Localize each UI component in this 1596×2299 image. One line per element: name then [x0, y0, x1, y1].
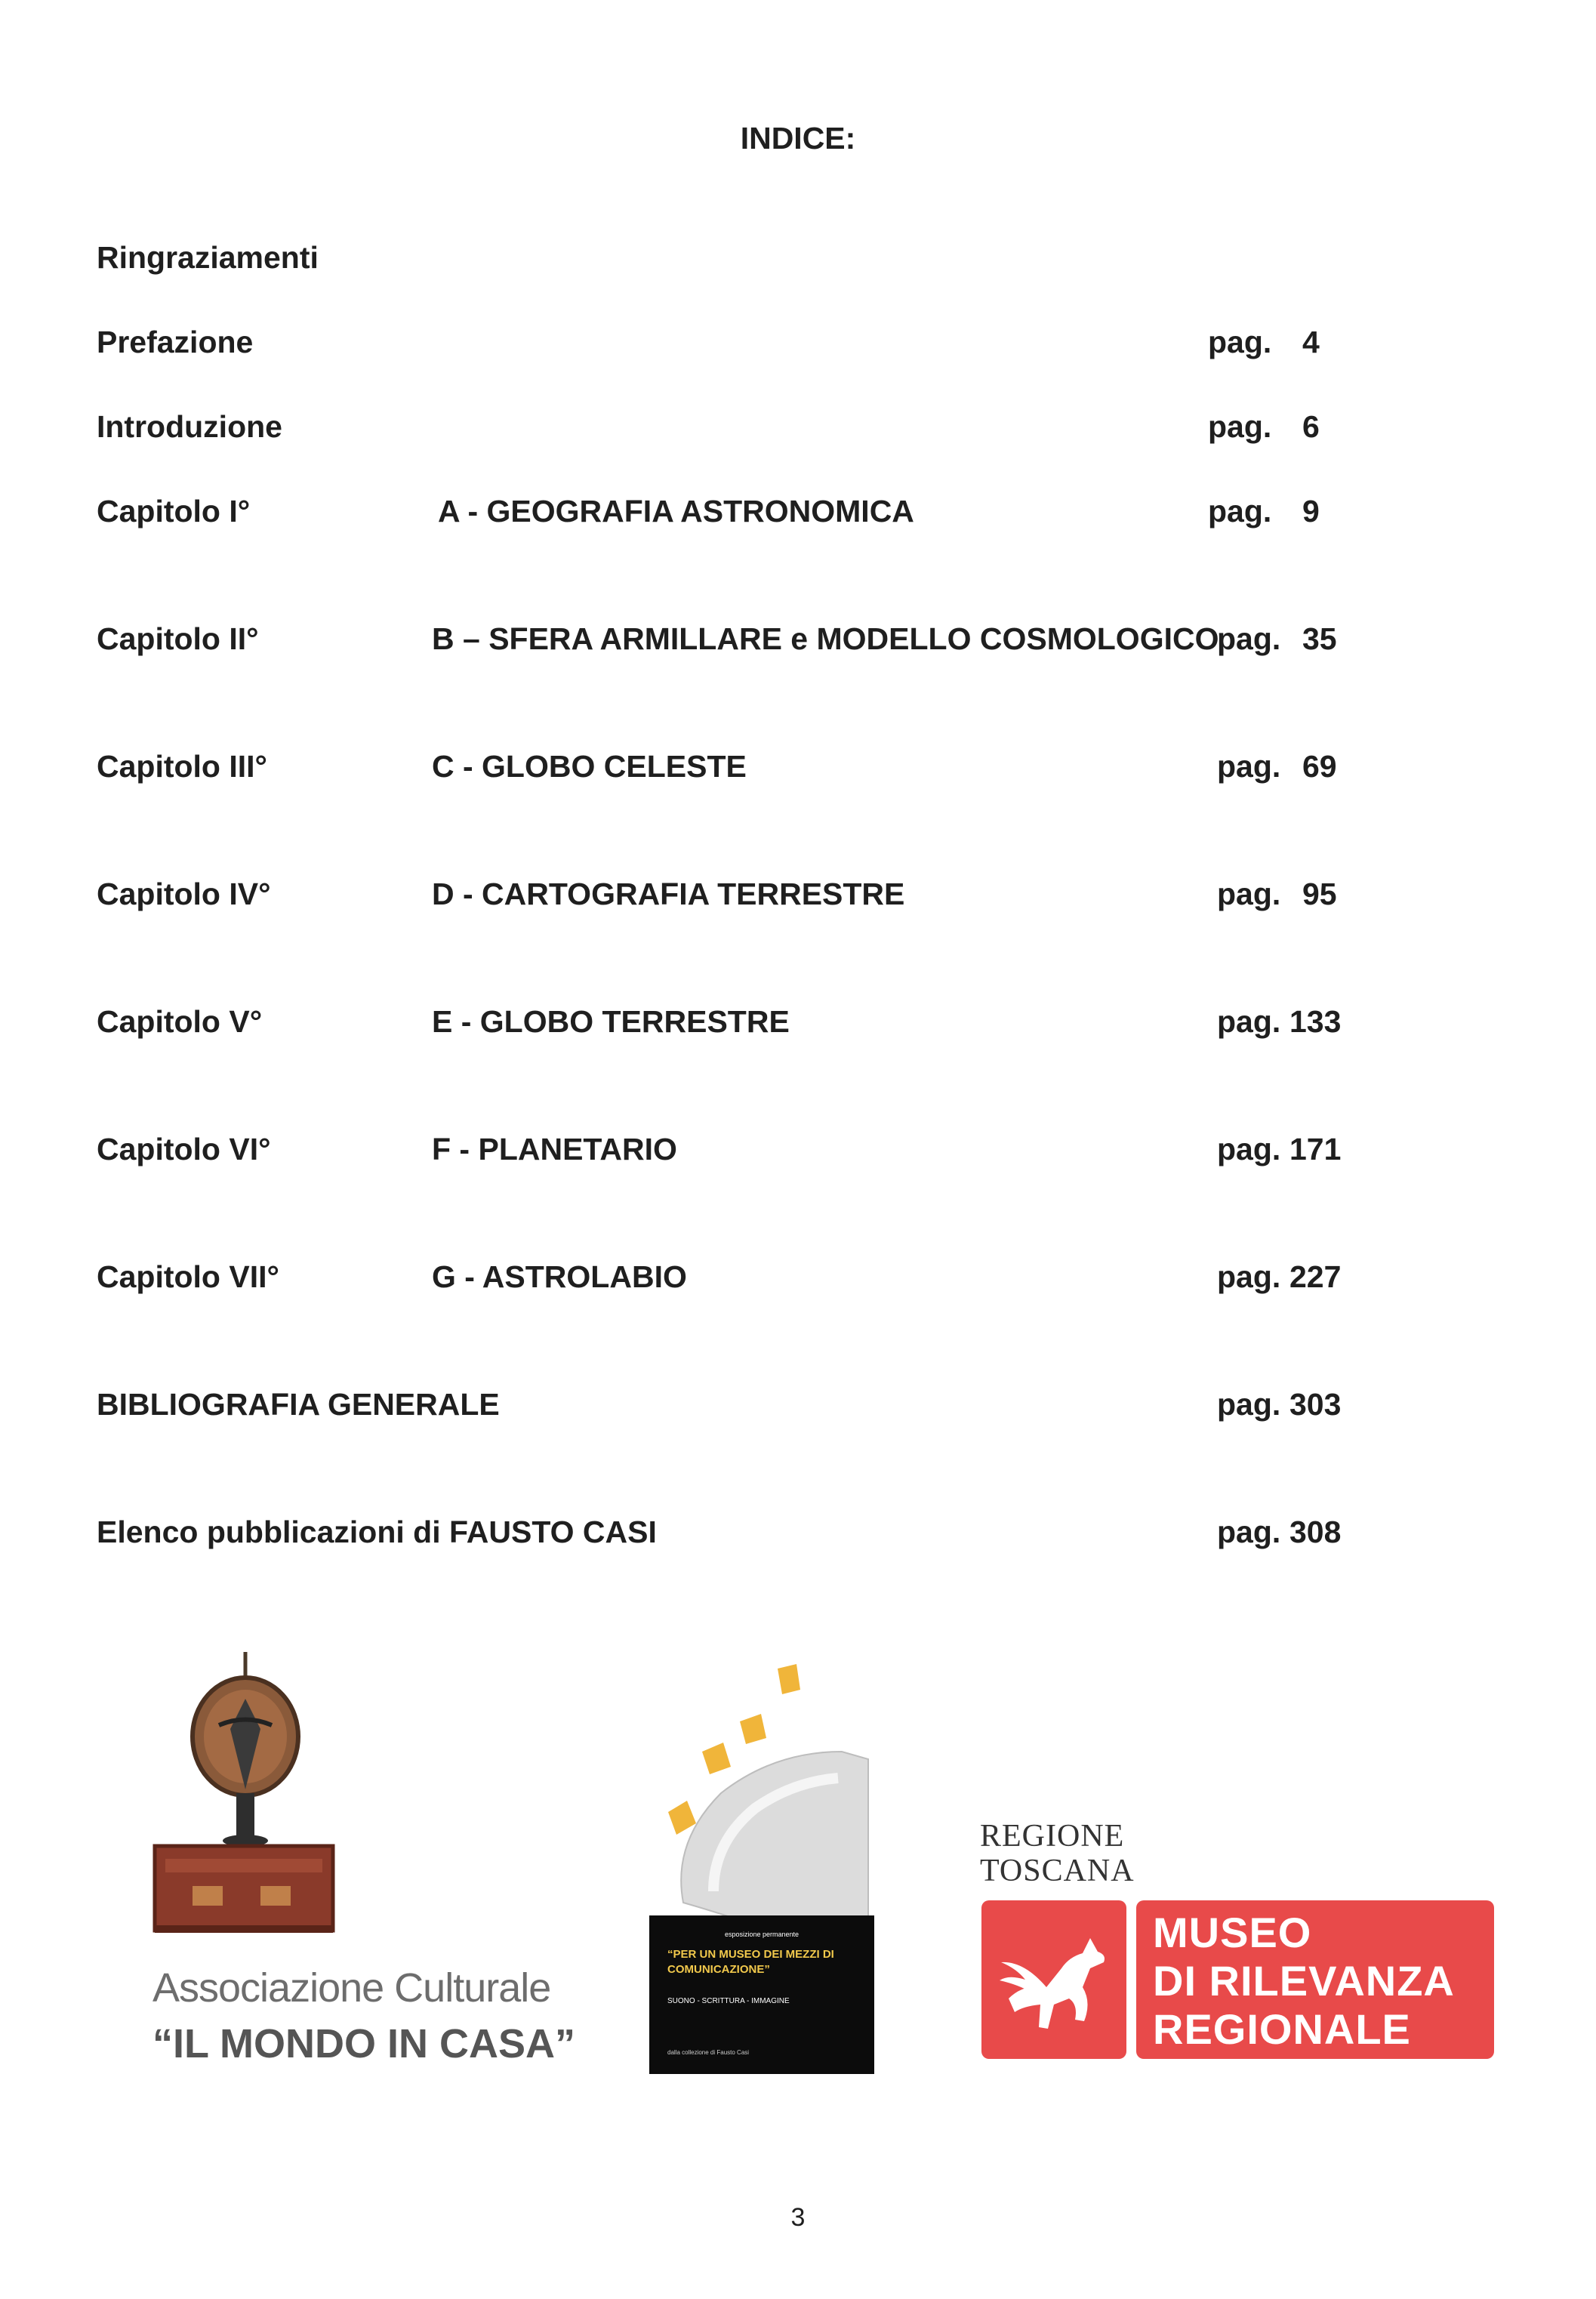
toc-page-number: 4 [1302, 325, 1320, 359]
toc-label: Prefazione [97, 325, 254, 359]
toc-label: Capitolo VII° [97, 1259, 279, 1294]
toc-row [0, 1132, 1596, 1174]
toc-pag: pag. [1217, 621, 1281, 656]
toc-page-number: 9 [1302, 494, 1320, 529]
pegasus-icon [994, 1915, 1114, 2044]
toc-row [0, 1004, 1596, 1046]
toc-page-number: 303 [1289, 1387, 1342, 1422]
museum-label-box [649, 1915, 874, 2074]
page-number: 3 [790, 2203, 806, 2232]
badge-line-1: MUSEO [1153, 1909, 1312, 1956]
toc-label: Capitolo III° [97, 749, 267, 784]
toc-page-number: 133 [1289, 1004, 1342, 1039]
toc-label: Capitolo I° [97, 494, 251, 529]
toc-section: F - PLANETARIO [432, 1132, 677, 1166]
toc-page-number: 6 [1302, 409, 1320, 444]
toc-row [0, 494, 1596, 536]
toc-section: A - GEOGRAFIA ASTRONOMICA [438, 494, 914, 529]
toc-page-number: 95 [1302, 877, 1337, 911]
toc-label: Elenco pubblicazioni di FAUSTO CASI [97, 1515, 657, 1549]
toc-label: Capitolo V° [97, 1004, 263, 1039]
toc-pag: pag. [1208, 325, 1272, 359]
toc-pag: pag. [1217, 1515, 1281, 1549]
page-title: INDICE: [740, 121, 856, 156]
badge-line-3: REGIONALE [1153, 2005, 1411, 2053]
toc-pag: pag. [1217, 1004, 1281, 1039]
toc-row [0, 240, 1596, 282]
regione-emblem-box [981, 1900, 1126, 2059]
toc-section: G - ASTROLABIO [432, 1259, 687, 1294]
toc-pag: pag. [1217, 749, 1281, 784]
toc-label: Ringraziamenti [97, 240, 319, 275]
regione-name: REGIONE TOSCANA [980, 1819, 1135, 1888]
toc-page-number: 171 [1289, 1132, 1342, 1166]
toc-pag: pag. [1217, 877, 1281, 911]
museum-subtitle: SUONO - SCRITTURA - IMMAGINE [667, 1997, 790, 2005]
toc-row [0, 877, 1596, 919]
museum-credit: dalla collezione di Fausto Casi [667, 2049, 750, 2056]
toc-page-number: 35 [1302, 621, 1337, 656]
toc-row [0, 325, 1596, 367]
toc-page-number: 69 [1302, 749, 1337, 784]
toc-row [0, 409, 1596, 451]
association-title: “IL MONDO IN CASA” [153, 2021, 576, 2066]
toc-row [0, 1515, 1596, 1557]
badge-line-2: DI RILEVANZA [1153, 1957, 1455, 2005]
toc-section: B – SFERA ARMILLARE e MODELLO COSMOLOGICO [432, 621, 1219, 656]
toc-row [0, 1259, 1596, 1302]
toc-pag: pag. [1217, 1387, 1281, 1422]
toc-row [0, 749, 1596, 791]
museum-tagline: esposizione permanente [724, 1931, 800, 1938]
toc-label: Capitolo IV° [97, 877, 271, 911]
toc-label: BIBLIOGRAFIA GENERALE [97, 1387, 500, 1422]
toc-page-number: 308 [1289, 1515, 1342, 1549]
toc-label: Introduzione [97, 409, 282, 444]
toc-pag: pag. [1208, 409, 1272, 444]
toc-label: Capitolo II° [97, 621, 259, 656]
gramophone-horn-icon [642, 1653, 883, 1918]
toc-page-number: 227 [1289, 1259, 1342, 1294]
toc-section: D - CARTOGRAFIA TERRESTRE [432, 877, 905, 911]
toc-pag: pag. [1217, 1259, 1281, 1294]
toc-pag: pag. [1217, 1132, 1281, 1166]
toc-row [0, 1387, 1596, 1429]
toc-row [0, 621, 1596, 664]
toc-section: E - GLOBO TERRESTRE [432, 1004, 790, 1039]
regione-badge [1136, 1900, 1494, 2059]
museum-title: “PER UN MUSEO DEI MEZZI DI COMUNICAZIONE” [667, 1948, 834, 1976]
toc-label: Capitolo VI° [97, 1132, 271, 1166]
toc-pag: pag. [1208, 494, 1272, 529]
antique-radio-icon [147, 1646, 344, 1940]
toc-section: C - GLOBO CELESTE [432, 749, 747, 784]
association-name: Associazione Culturale [153, 1965, 551, 2011]
